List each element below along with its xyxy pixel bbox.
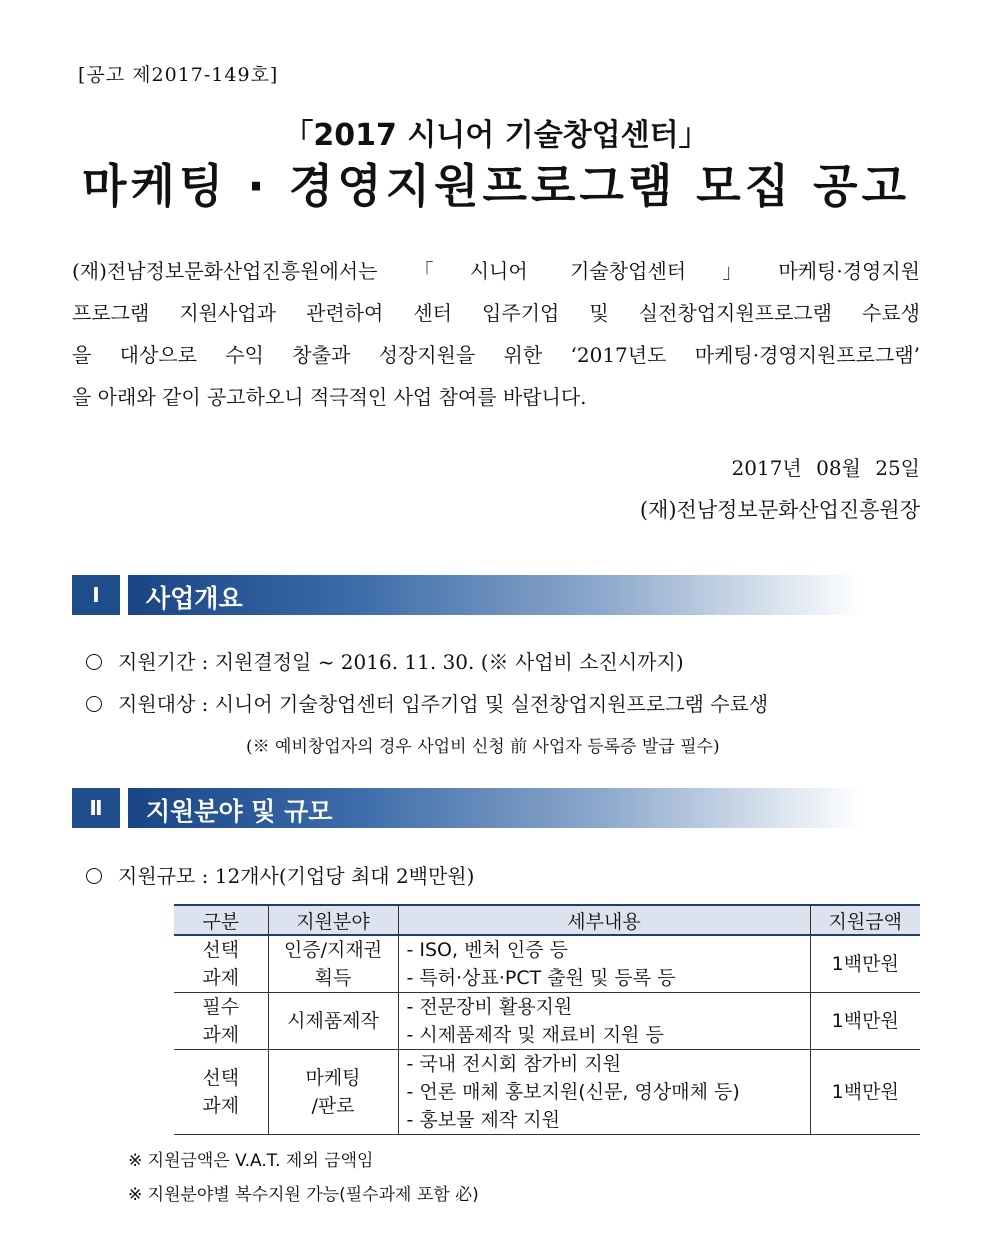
- target-note: (※ 예비창업자의 경우 사업비 신청 前 사업자 등록증 발급 필수): [246, 737, 720, 757]
- column-header: 구분: [174, 905, 268, 935]
- circle-bullet-icon: [86, 868, 102, 884]
- bullet-text: 지원규모 : 12개사(기업당 최대 2백만원): [118, 864, 475, 888]
- bullet-text: 지원대상 : 시니어 기술창업센터 입주기업 및 실전창업지원프로그램 수료생: [118, 692, 769, 716]
- category-cell: 선택 과제: [174, 935, 268, 993]
- intro-line: 프로그램 지원사업과 관련하여 센터 입주기업 및 실전창업지원프로그램 수료생: [72, 301, 920, 325]
- section-title-bar: [128, 575, 862, 615]
- intro-line: 을 대상으로 수익 창출과 성장지원을 위한 ‘2017년도 마케팅·경영지원프로그램’: [72, 343, 920, 367]
- amount-cell: 1백만원: [810, 993, 920, 1050]
- field-cell: 마케팅 /판로: [268, 1050, 398, 1135]
- field-cell: 인증/지재권 획득: [268, 935, 398, 993]
- intro-paragraph: [72, 250, 920, 418]
- section-title-bar: [128, 788, 862, 828]
- amount-cell: 1백만원: [810, 1050, 920, 1135]
- bullet-text: 지원기간 : 지원결정일 ~ 2016. 11. 30. (※ 사업비 소진시까지): [118, 650, 684, 674]
- amount-cell: 1백만원: [810, 935, 920, 993]
- details-cell: - 국내 전시회 참가비 지원 - 언론 매체 홍보지원(신문, 영상매체 등) - 홍보물 제작 지원: [398, 1050, 810, 1135]
- intro-line: (재)전남정보문화산업진흥원에서는「시니어 기술창업센터」마케팅·경영지원: [72, 259, 920, 283]
- circle-bullet-icon: [86, 654, 102, 670]
- table-row: [174, 1050, 920, 1135]
- document-title: 마케팅 · 경영지원프로그램 모집 공고: [81, 159, 911, 213]
- field-cell: 시제품제작: [268, 993, 398, 1050]
- section-header-overview: [72, 575, 862, 615]
- section-number: Ⅰ: [72, 575, 120, 615]
- table-header-row: [174, 905, 920, 935]
- section-number: Ⅱ: [72, 788, 120, 828]
- section-header-fields: [72, 788, 862, 828]
- table-row: [174, 935, 920, 993]
- bullet-support-scale: [86, 860, 474, 889]
- footnote-vat: ※ 지원금액은 V.A.T. 제외 금액임: [128, 1151, 374, 1171]
- bullet-support-period: [86, 646, 684, 675]
- column-header: 세부내용: [398, 905, 810, 935]
- support-table: [174, 904, 920, 1135]
- footnote-multiple-support: ※ 지원분야별 복수지원 가능(필수과제 포함 必): [128, 1185, 479, 1205]
- details-cell: - 전문장비 활용지원 - 시제품제작 및 재료비 지원 등: [398, 993, 810, 1050]
- notice-number: [공고 제2017-149호]: [78, 64, 279, 86]
- section-title: 사업개요: [146, 584, 243, 613]
- circle-bullet-icon: [86, 696, 102, 712]
- category-cell: 필수 과제: [174, 993, 268, 1050]
- issue-date: 2017년 08월 25일: [731, 456, 920, 480]
- category-cell: 선택 과제: [174, 1050, 268, 1135]
- column-header: 지원금액: [810, 905, 920, 935]
- document-subtitle: 「2017 시니어 기술창업센터」: [283, 118, 709, 153]
- issuer-signature: (재)전남정보문화산업진흥원장: [639, 498, 920, 522]
- bullet-support-target: [86, 688, 768, 717]
- column-header: 지원분야: [268, 905, 398, 935]
- details-cell: - ISO, 벤처 인증 등 - 특허·상표·PCT 출원 및 등록 등: [398, 935, 810, 993]
- section-title: 지원분야 및 규모: [146, 797, 333, 826]
- table-row: [174, 993, 920, 1050]
- intro-line: 을 아래와 같이 공고하오니 적극적인 사업 참여를 바랍니다.: [72, 385, 587, 409]
